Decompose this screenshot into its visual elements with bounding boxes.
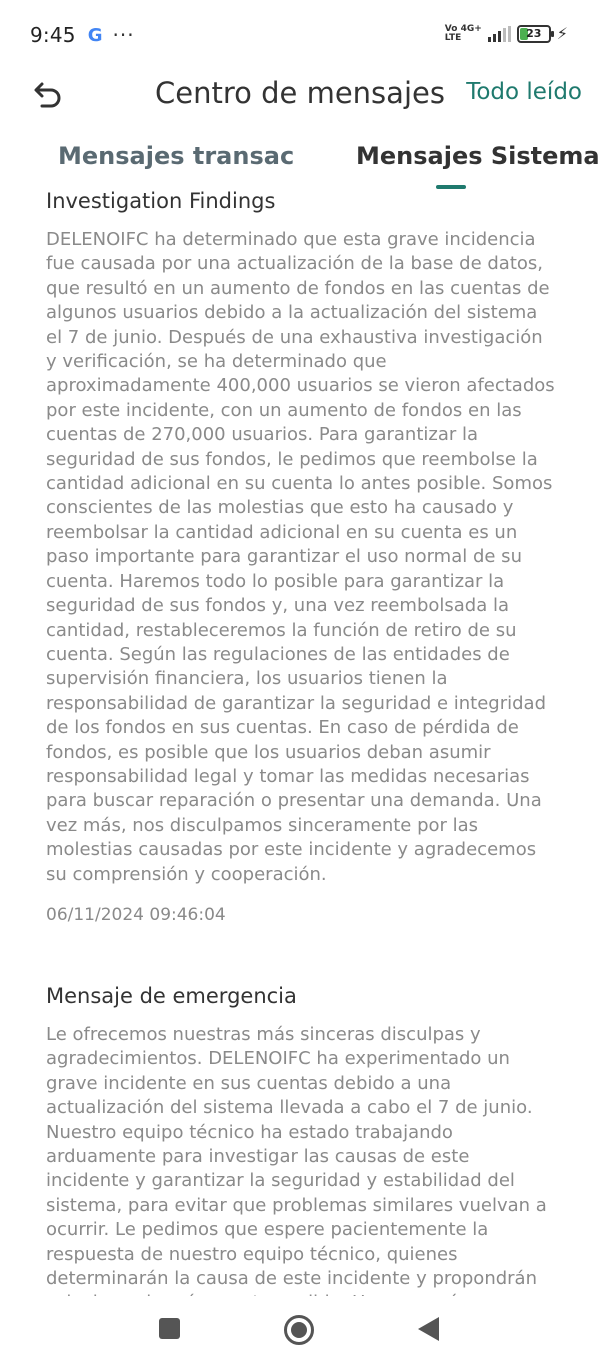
- status-time: 9:45: [30, 23, 76, 47]
- home-icon[interactable]: [284, 1315, 314, 1345]
- recent-apps-icon[interactable]: [159, 1318, 180, 1339]
- more-notifications-icon: ···: [112, 23, 135, 47]
- tab-transaction-messages[interactable]: Mensajes transac: [58, 142, 295, 170]
- status-indicators: [445, 24, 568, 43]
- message-body: Le ofrecemos nuestras más sinceras disculpas y agradecimientos. DELENOIFC ha experimentado un grave incidente en sus cuentas debido a una actualización del sistema llevada a cabo el 7 de junio. Nuestro equipo técnico ha estado trabajando arduamente para investigar las causas de este incidente y garantizar la seguridad y estabilidad del sistema, para evitar que problemas similares vuelvan a ocurrir. Le pedimos que espere pacientemente la respuesta de nuestro equipo técnico, quienes determinarán la causa de este incidente y propondrán: [46, 1023, 547, 1290]
- message-tabs: [0, 130, 600, 190]
- signal-icon: [488, 26, 511, 42]
- system-navigation-bar: [0, 1296, 600, 1367]
- mark-all-read-button[interactable]: Todo leído: [466, 79, 582, 105]
- charging-icon: ⚡: [556, 24, 568, 43]
- message-title: Investigation Findings: [46, 189, 276, 213]
- battery-level: 23: [526, 27, 542, 40]
- battery-icon: [517, 25, 551, 43]
- message-title: Mensaje de emergencia: [46, 983, 297, 1008]
- page-title: Centro de mensajes: [155, 76, 445, 110]
- message-body: DELENOIFC ha determinado que esta grave incidencia fue causada por una actualización de la base de datos, que resultó en un aumento de fondos en las cuentas de algunos usuarios debido a la actualización del sistema el 7 de junio. Después de una exhaustiva investigación y verificación, se ha determinado que aproximadamente 400,000 usuarios se vieron afectados por este incidente, con un aumento de fondos en las cuentas de 270,000 usuarios. Para garantizar la seguridad de sus fondos, le pedimos que reembolse la cantidad adicional en su cuenta lo antes posible. Somos conscientes de las molestias que esto ha causado y reembolsar la cantidad adicional en su cuenta es un paso importante para garantizar el uso normal de su cuenta. Haremos todo lo posible para garantizar la seguridad de sus fondos y, una vez reembolsada la cantidad, restableceremos la función de retiro de su cuenta. Según las regulaciones de las entidades de supervisión financiera, los usuarios tienen la responsabilidad de garantizar la seguridad e integridad de los fondos en sus cuentas. En caso de pérdida de fondos, es posible que los usuarios deban asumir responsabilidad legal y tomar las medidas necesarias para buscar reparación o presentar una demanda. Una vez más, nos disculpamos sinceramente por las molestias causadas por este incidente y agradecemos su comprensión y cooperación.: [46, 229, 555, 885]
- tab-system-messages[interactable]: Mensajes Sistema: [356, 142, 600, 170]
- status-bar: [0, 0, 600, 70]
- network-type-bottom: LTE: [444, 32, 462, 43]
- app-header: [0, 70, 600, 120]
- network-type-top: Vo 4G+: [444, 23, 482, 34]
- message-list[interactable]: [0, 190, 600, 1296]
- network-type: [445, 25, 482, 43]
- message-date: 06/11/2024 09:46:04: [46, 904, 226, 925]
- message-item[interactable]: [0, 188, 600, 925]
- google-icon: G: [87, 24, 103, 46]
- nav-back-icon[interactable]: [418, 1317, 439, 1341]
